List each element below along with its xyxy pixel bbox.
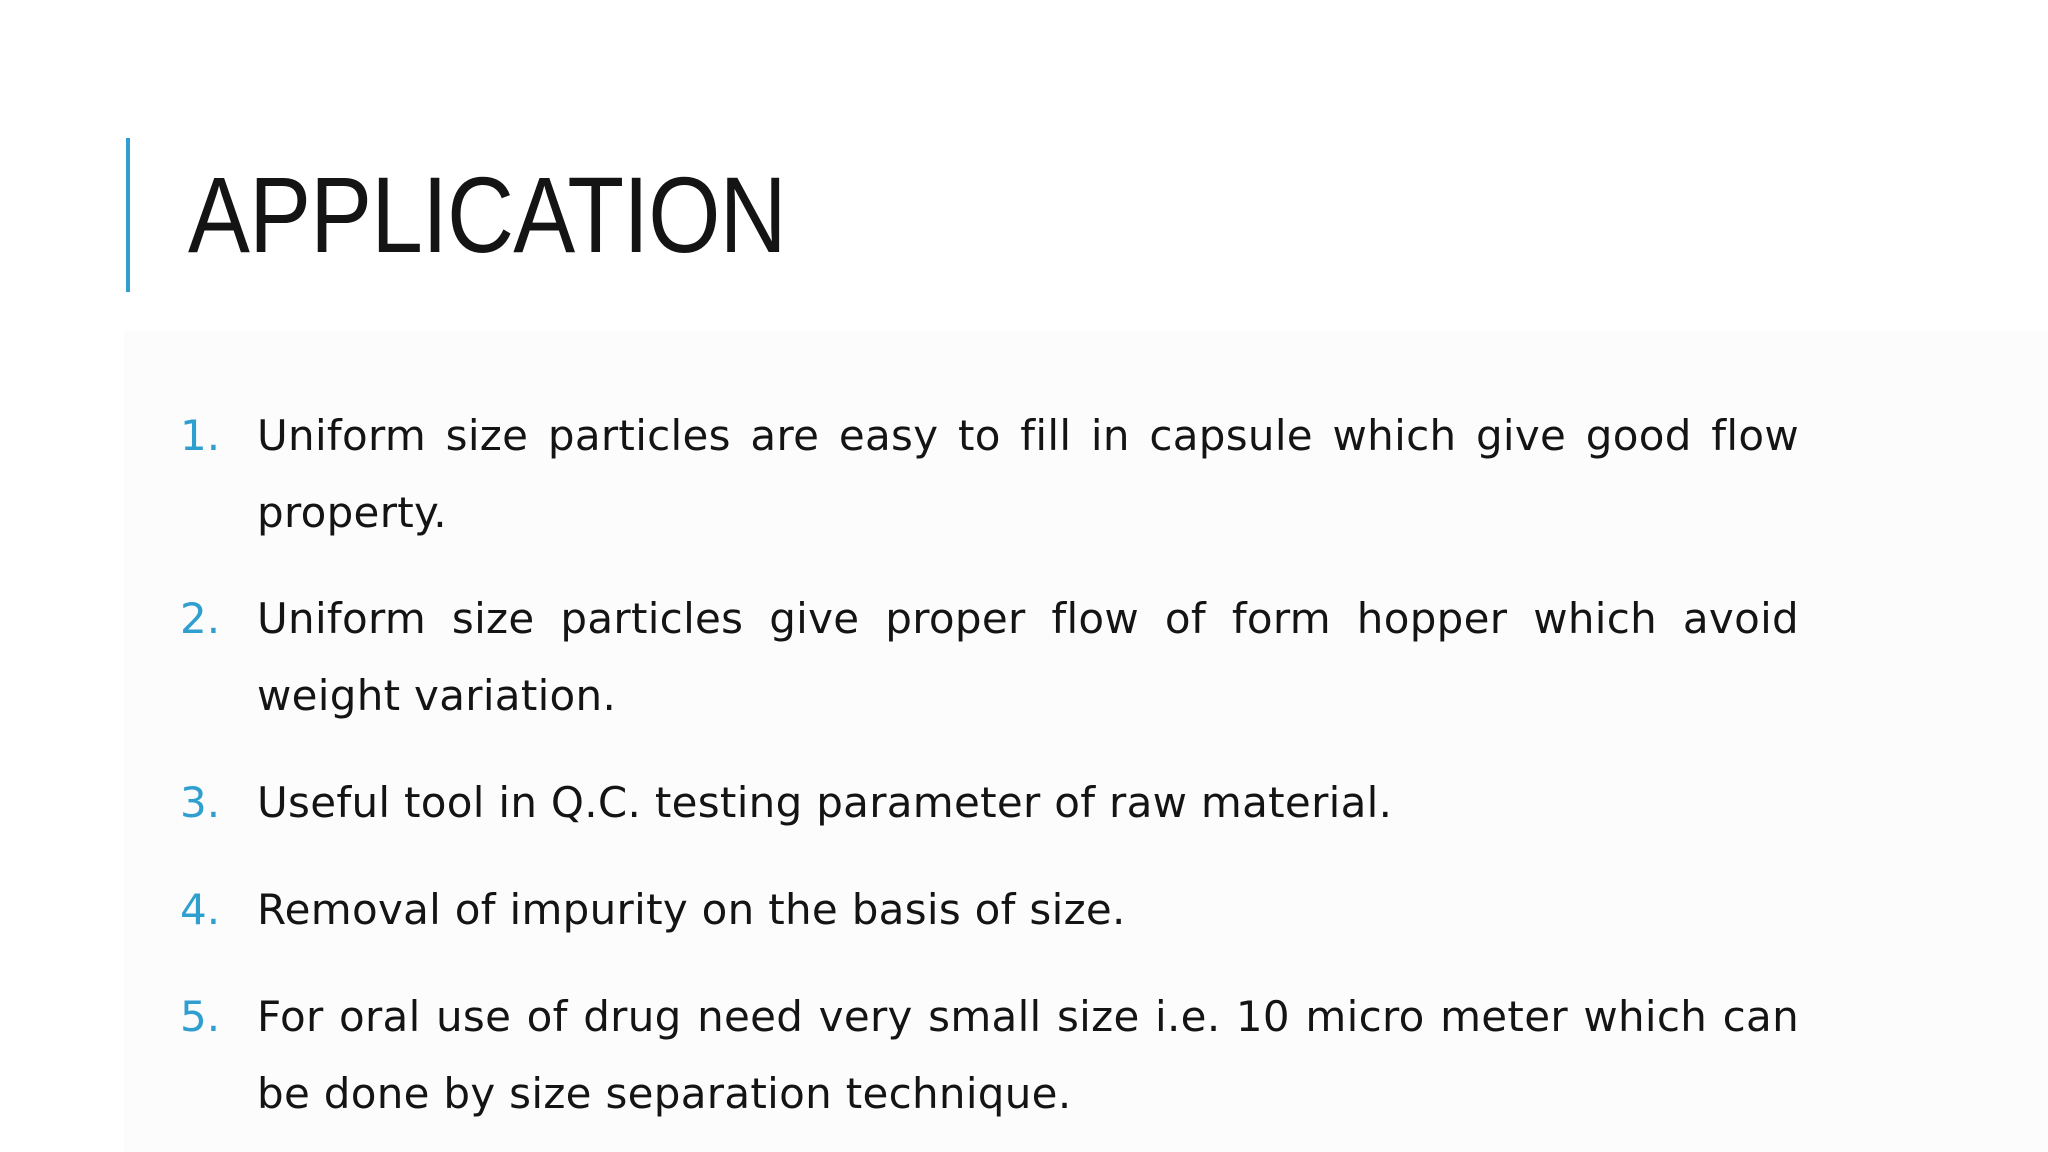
list-item-text: Uniform size particles are easy to fill in capsule which give good flow property. (257, 411, 1799, 537)
title-accent-bar (126, 138, 130, 292)
slide-title: APPLICATION (188, 154, 786, 275)
list-item-number: 2. (180, 594, 221, 643)
list-item-text: Removal of impurity on the basis of size. (257, 885, 1126, 934)
list-item-number: 3. (180, 778, 221, 827)
list-item-text: Uniform size particles give proper flow of form hopper which avoid weight variation. (257, 594, 1799, 720)
list-item-number: 1. (180, 411, 221, 460)
list-item-text: Useful tool in Q.C. testing parameter of raw material. (257, 778, 1393, 827)
list-item-number: 4. (180, 885, 221, 934)
list-item-number: 5. (180, 992, 221, 1041)
list-item-text: For oral use of drug need very small size i.e. 10 micro meter which can be done by size separation technique. (257, 992, 1799, 1118)
